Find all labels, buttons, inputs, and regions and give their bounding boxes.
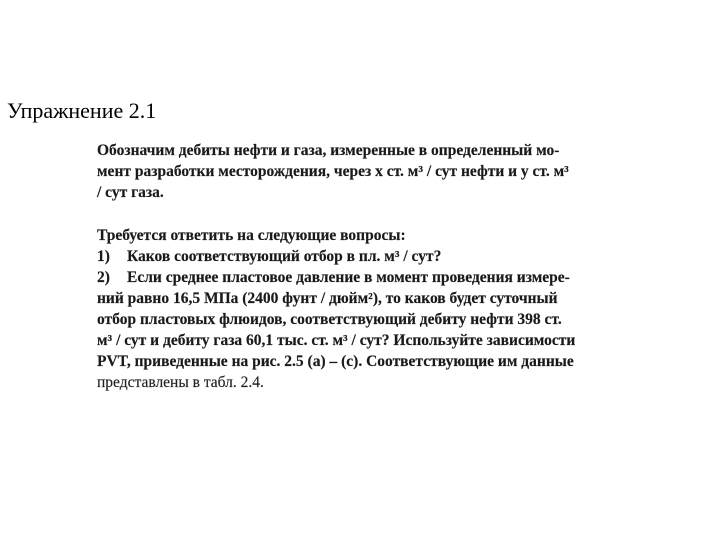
slide-title: Упражнение 2.1 (7, 98, 157, 123)
questions-heading: Требуется ответить на следующие вопросы: (97, 227, 406, 244)
paragraph-gap (97, 203, 617, 225)
question-1-text: Каков соответствующий отбор в пл. м³ / сут? (127, 248, 442, 265)
intro-line-2: мент разработки месторождения, через x ст. м³ / сут нефти и y ст. м³ (97, 163, 569, 180)
question-1-number: 1) (97, 248, 110, 265)
question-2-number: 2) (97, 269, 110, 286)
question-1 (97, 246, 617, 267)
intro-line-1: Обозначим дебиты нефти и газа, измеренные в определенный мо- (97, 142, 560, 159)
exercise-text-block (97, 140, 617, 393)
question-2-first-line (97, 267, 617, 288)
question-2-text-line-6: представлены в табл. 2.4. (97, 374, 264, 391)
question-2-text-line-5: PVT, приведенные на рис. 2.5 (а) – (с). Соответствующие им данные (97, 353, 574, 370)
question-2-text-line-3: отбор пластовых флюидов, соответствующий дебиту нефти 398 ст. (97, 311, 562, 328)
intro-line-3: / сут газа. (97, 184, 164, 201)
question-2-text-line-4: м³ / сут и дебиту газа 60,1 тыс. ст. м³ / сут? Используйте зависимости (97, 332, 576, 349)
question-2-text-line-1: Если среднее пластовое давление в момент проведения измере- (127, 269, 570, 286)
question-2-text-line-2: ний равно 16,5 МПа (2400 фунт / дюйм²), то каков будет суточный (97, 290, 558, 307)
